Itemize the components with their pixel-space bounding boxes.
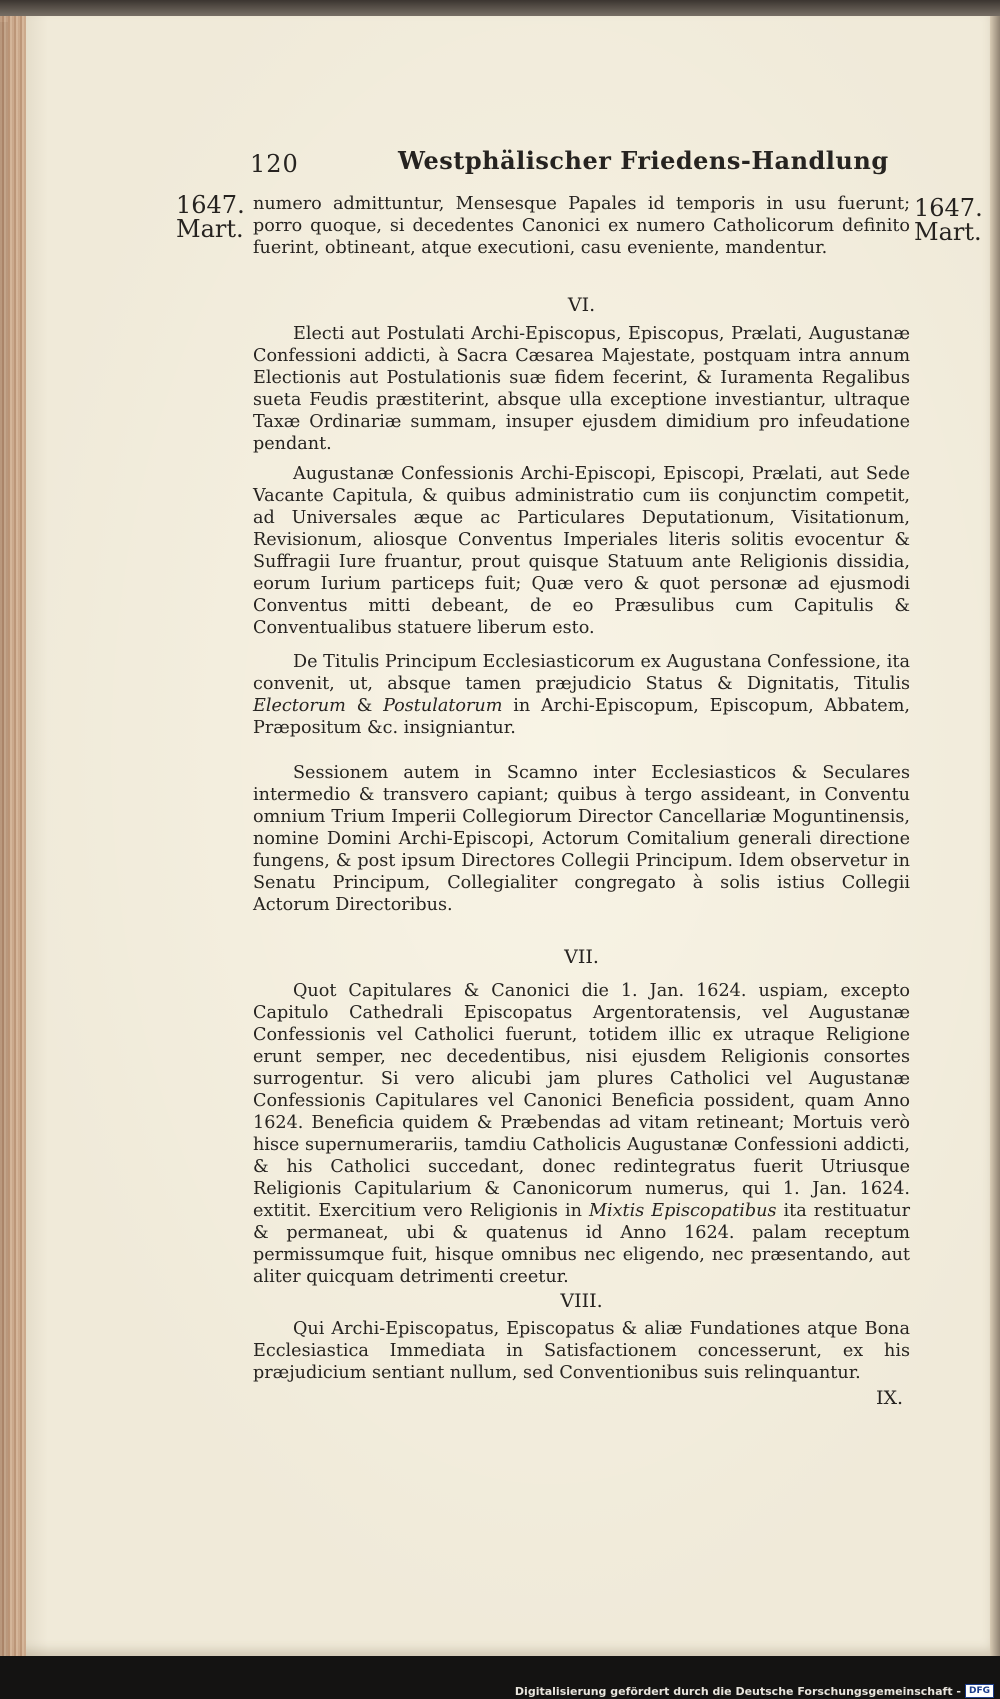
margin-year: 1647. — [914, 194, 983, 222]
intro-paragraph: numero admittuntur, Mensesque Papales id temporis in usu fuerunt; porro quoque, si decedentes Canonici ex numero Catholicorum definito fuerint, obtineant, atque executioni, casu eveniente, mandentur. — [253, 194, 910, 258]
page-number: 120 — [250, 150, 299, 178]
margin-note-left — [176, 191, 245, 243]
paragraph-augustanae: Augustanæ Confessionis Archi-Episcopi, Episcopi, Prælati, aut Sede Vacante Capitula, & quibus administratio cum iis conjunctim competit, ad Universales æque ac Particulares Deputationum, Visitationum, Revisionum, aliosque Conventus Imperiales literis solitis evocentur & Suffragii Iure fruantur, prout quisque Statuum ante Religionis dissidia, eorum Iurium particeps fuit; Quæ vero & quot personæ ad ejusmodi Conventus mitti debeant, de eo Præsulibus cum Capitulis & Conventualibus statuere liberum esto. — [253, 464, 910, 638]
margin-month: Mart. — [176, 215, 244, 243]
paragraph-qui-archi: Qui Archi-Episcopatus, Episcopatus & aliæ Fundationes atque Bona Ecclesiastica Immediata in Satisfactionem concesserunt, ex his præjudicium sentiant nullum, sed Conventionibus suis relinquantur. — [253, 1319, 910, 1383]
text-span: in Archi-Episcopum, Episcopum, Abbatem, Præpositum &c. insigniantur. — [253, 696, 910, 738]
section-heading-vii: VII. — [564, 946, 599, 968]
italic-term: Electorum — [253, 696, 346, 716]
text-span: De Titulis Principum Ecclesiasticorum ex Augustana Confessione, ita convenit, ut, absque tamen præjudicio Status & Dignitatis, Titulis — [253, 652, 910, 694]
paragraph-de-titulis — [253, 651, 910, 739]
section-heading-vi: VI. — [567, 294, 596, 316]
digitization-credit — [515, 1684, 994, 1698]
section-heading-viii: VIII. — [560, 1290, 603, 1312]
paragraph-quot-capitulares — [253, 980, 910, 1288]
text-span: ita restituatur & permaneat, ubi & quatenus id Anno 1624. palam receptum permissumque fuit, hisque omnibus nec eligendo, nec præsentando, aut aliter quicquam detrimenti creetur. — [253, 1201, 910, 1287]
margin-month: Mart. — [914, 218, 982, 246]
dfg-logo: DFG — [965, 1684, 994, 1698]
credit-text: Digitalisierung gefördert durch die Deutsche Forschungsgemeinschaft - — [514, 1684, 961, 1698]
text-span: Quot Capitulares & Canonici die 1. Jan. 1624. uspiam, excepto Capitulo Cathedrali Episcopatus Argentoratensis, vel Augustanæ Confessionis vel Catholici fuerunt, totidem illic ex utraque Religione erunt semper, nec decedentibus, nisi ejusdem Religionis consortes surrogentur. Si vero alicubi jam plures Catholici vel Augustanæ Confessionis Capitulares vel Canonici Beneficia possident, quam Anno 1624. Beneficia quidem & Præbendas ad vitam retineant; Mortuis verò hisce supernumerariis, tamdiu Catholicis Augustanæ Confessioni addicti, & his Catholici succedant, donec redintegratus fuerit Utriusque Religionis Capitularium & Canonicorum numerus, qui 1. Jan. 1624. extitit. Exercitium vero Religionis in — [253, 981, 910, 1221]
paragraph-sessionem: Sessionem autem in Scamno inter Ecclesiasticos & Seculares intermedio & transvero capiant; quibus à tergo assideant, in Conventu omnium Trium Imperii Collegiorum Director Cancellariæ Moguntinensis, nomine Domini Archi-Episcopi, Actorum Comitalium generali directione fungens, & post ipsum Directores Collegii Principum. Idem observetur in Senatu Principum, Collegialiter congregato à solis istius Collegii Actorum Directoribus. — [253, 763, 910, 915]
italic-term: Postulatorum — [383, 696, 503, 716]
running-head: Westphälischer Friedens-Handlung — [398, 146, 889, 175]
text-span: & — [356, 696, 373, 716]
italic-term: Mixtis Episcopatibus — [588, 1201, 777, 1221]
margin-year: 1647. — [176, 191, 245, 219]
catchword: IX. — [876, 1387, 904, 1409]
paragraph-electi: Electi aut Postulati Archi-Episcopus, Episcopus, Prælati, Augustanæ Confessioni addicti, à Sacra Cæsarea Majestate, postquam intra annum Electionis aut Postulationis suæ fidem fecerint, & Iuramenta Regalibus sueta Feudis præstiterint, absque ulla exceptione investiantur, ultraque Taxæ Ordinariæ summam, insuper ejusdem dimidium pro infeudatione pendant. — [253, 324, 910, 454]
margin-note-right — [914, 196, 994, 244]
